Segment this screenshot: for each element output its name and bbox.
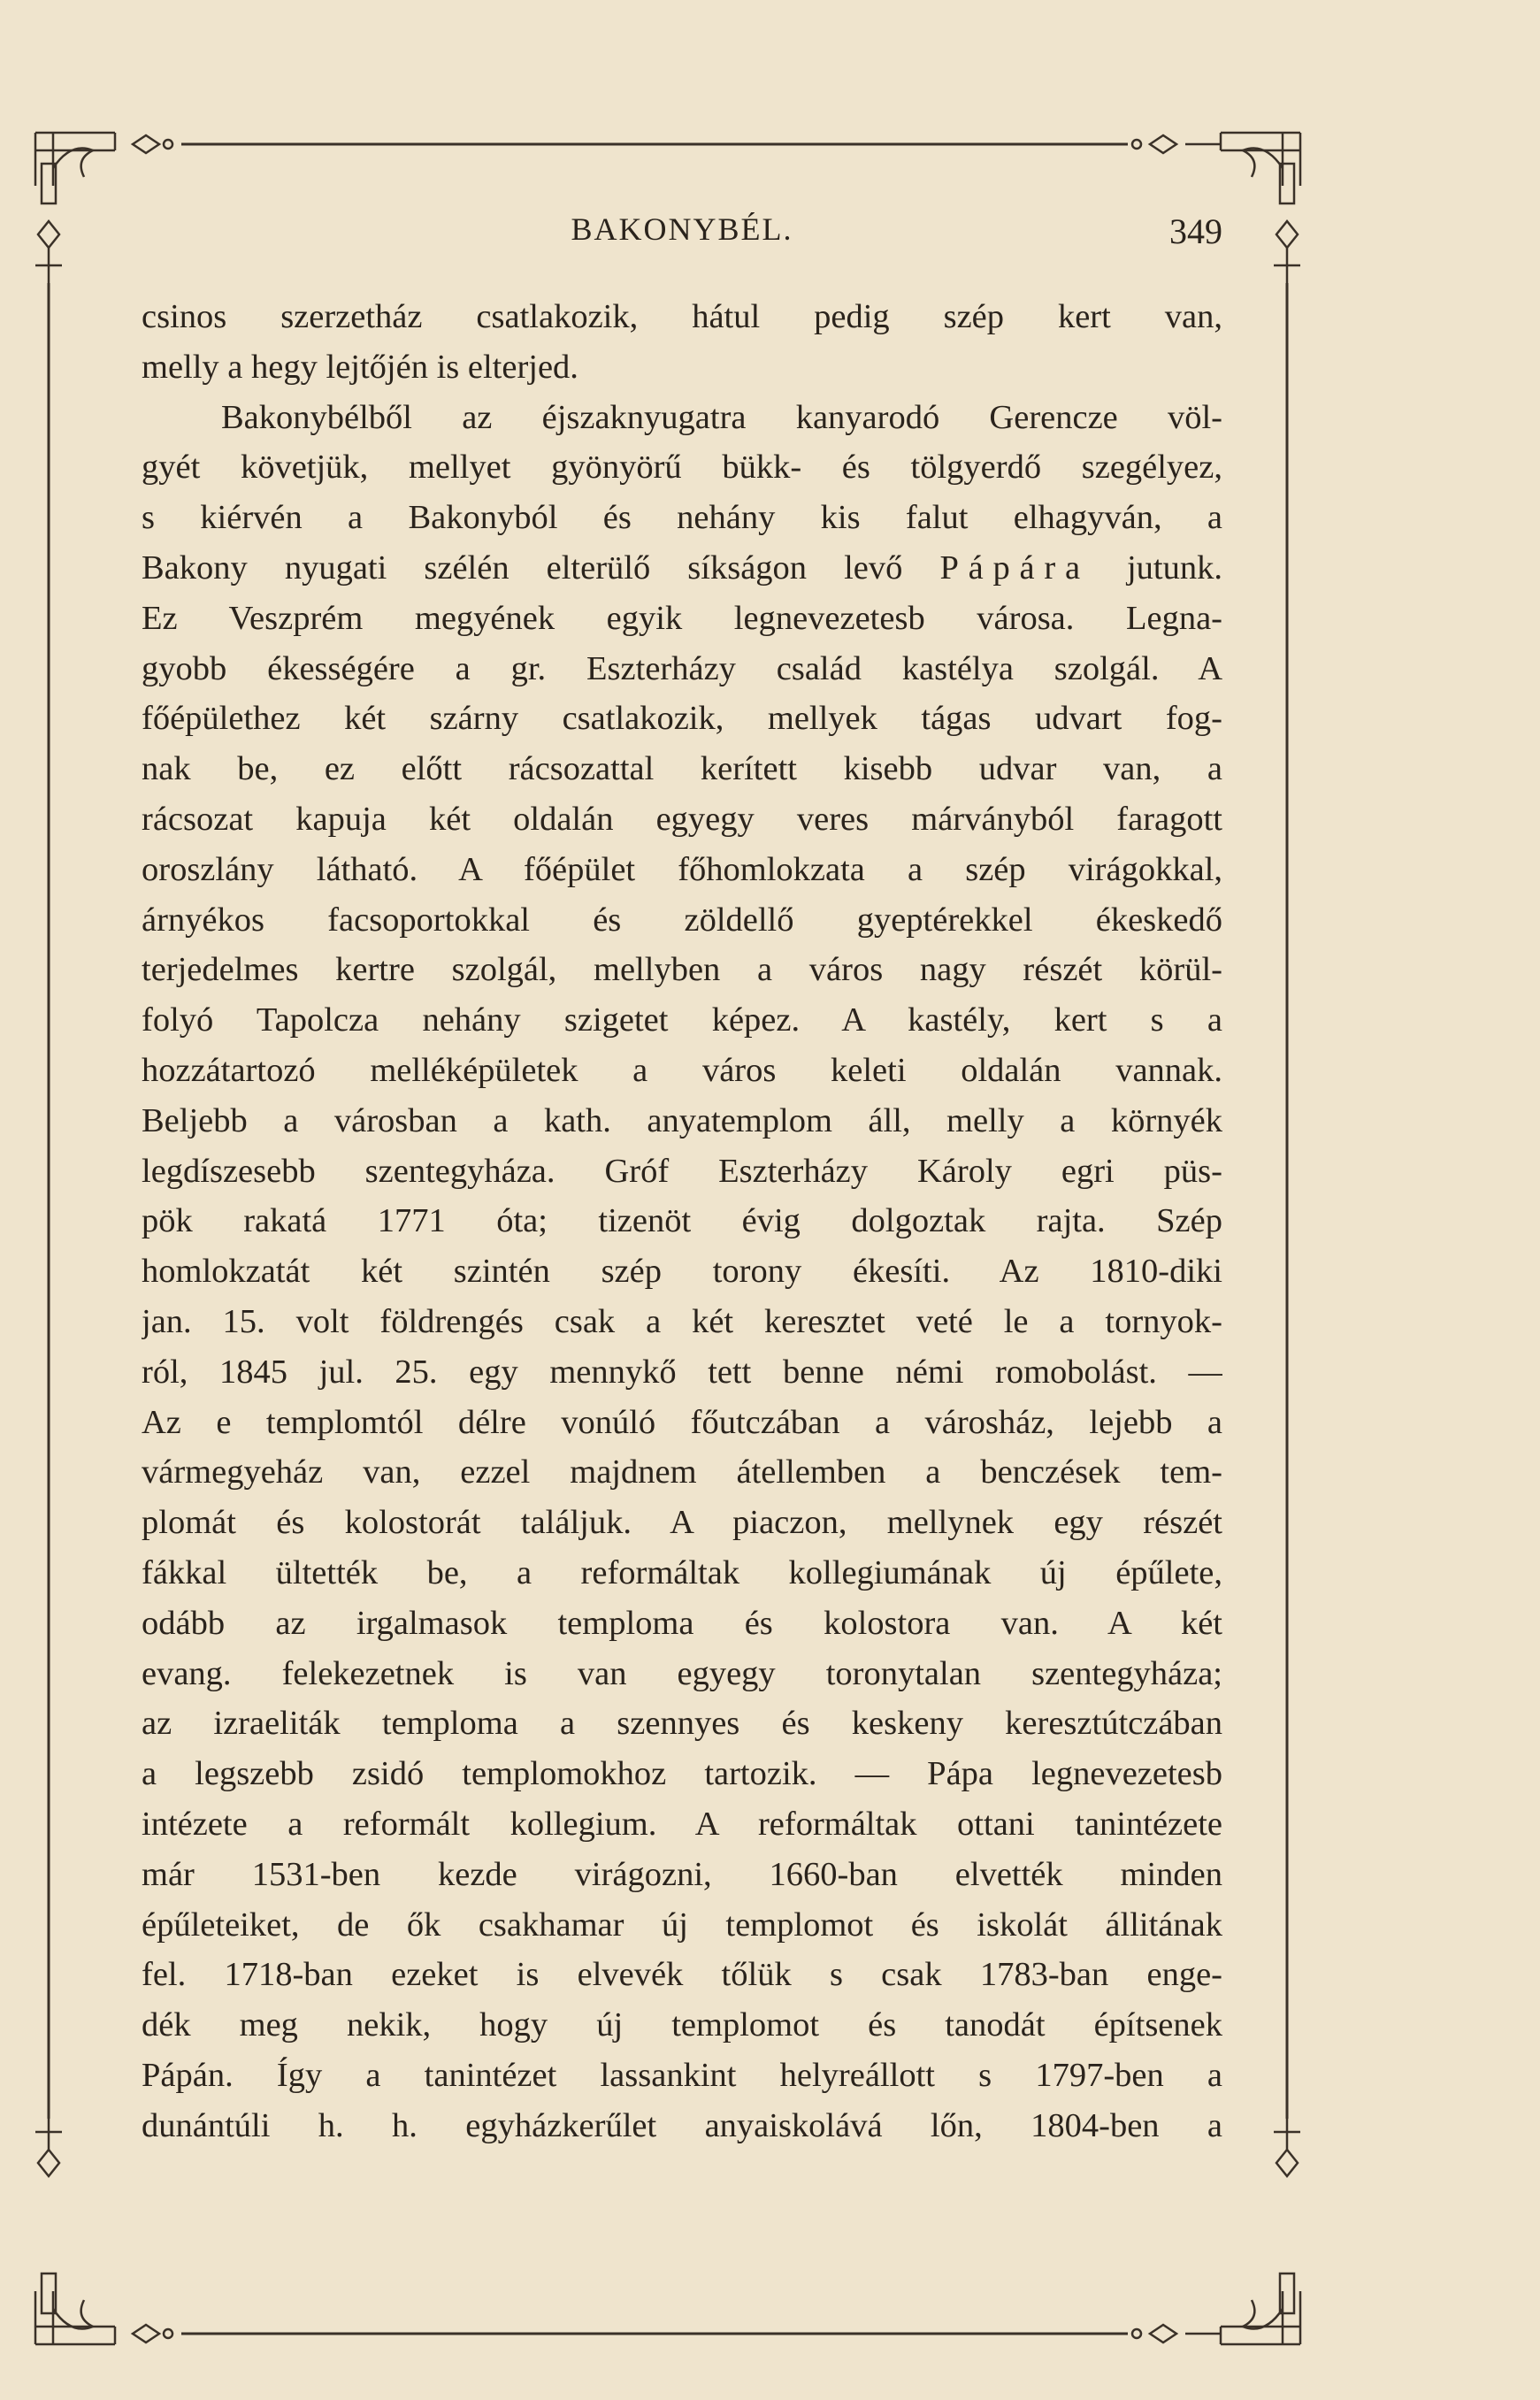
text-line: [142, 543, 1222, 594]
text-line: odább az irgalmasok temploma és kolostora van. A két: [142, 1604, 1222, 1642]
text-line: árnyékos facsoportokkal és zöldellő gyeptérekkel ékeskedő: [142, 901, 1222, 939]
text-line: s kiérvén a Bakonyból és nehány kis falut elhagyván, a: [142, 499, 1222, 537]
text-line: a legszebb zsidó templomokhoz tartozik. — Pápa legnevezetesb: [142, 1755, 1222, 1793]
text-line: terjedelmes kertre szolgál, mellyben a város nagy részét körül-: [142, 951, 1222, 989]
text-line: ról, 1845 jul. 25. egy mennykő tett benne némi romobolást. —: [142, 1353, 1222, 1391]
text-line: nak be, ez előtt rácsozattal kerített kisebb udvar van, a: [142, 750, 1222, 788]
text-line: épűleteiket, de ők csakhamar új templomot és iskolát állitának: [142, 1905, 1222, 1944]
page-number: 349: [1169, 211, 1222, 251]
running-head: [142, 211, 1222, 264]
text-line: Pápán. Így a tanintézet lassankint helyreállott s 1797-ben a: [142, 2056, 1222, 2094]
text-line: plomát és kolostorát találjuk. A piaczon, mellynek egy részét: [142, 1504, 1222, 1542]
text-line: fákkal ültették be, a reformáltak kollegiumának új épűlete,: [142, 1553, 1222, 1591]
text-line: legdíszesebb szentegyháza. Gróf Eszterházy Károly egri püs-: [142, 1152, 1222, 1190]
text-line: oroszlány látható. A főépület főhomlokzata a szép virágokkal,: [142, 850, 1222, 888]
text-line: az izraeliták temploma a szennyes és keskeny keresztútczában: [142, 1705, 1222, 1743]
text-line: Az e templomtól délre vonúló főutczában a városház, lejebb a: [142, 1403, 1222, 1441]
text-line: melly a hegy lejtőjén is elterjed.: [142, 348, 578, 386]
text-line: vármegyeház van, ezzel majdnem átellemben a benczések tem-: [142, 1453, 1222, 1491]
body-text: [142, 292, 1222, 2151]
text-line: dék meg nekik, hogy új templomot és tanodát építsenek: [142, 2006, 1222, 2044]
text-line: pök rakatá 1771 óta; tizenöt évig dolgoztak rajta. Szép: [142, 1202, 1222, 1240]
text-line: hozzátartozó melléképületek a város keleti oldalán vannak.: [142, 1051, 1222, 1089]
text-line: dunántúli h. h. egyházkerűlet anyaiskolává lőn, 1804-ben a: [142, 2106, 1222, 2144]
text-line: gyét követjük, mellyet gyönyörű bükk- és tölgyerdő szegélyez,: [142, 449, 1222, 487]
text-line: már 1531-ben kezde virágozni, 1660-ban elvették minden: [142, 1855, 1222, 1893]
text-line: evang. felekezetnek is van egyegy toronytalan szentegyháza;: [142, 1654, 1222, 1692]
text-line: Ez Veszprém megyének egyik legnevezetesb városa. Legna-: [142, 599, 1222, 637]
corner-ornament-bottom-left: [35, 2119, 172, 2344]
running-title: BAKONYBÉL.: [571, 211, 793, 247]
text-line: fel. 1718-ban ezeket is elvevék tőlük s csak 1783-ban enge-: [142, 1956, 1222, 1994]
text-line: gyobb ékességére a gr. Eszterházy család kastélya szolgál. A: [142, 649, 1222, 687]
text-line: rácsozat kapuja két oldalán egyegy veres márványból faragott: [142, 800, 1222, 838]
text-line: Bakonybélből az éjszaknyugatra kanyarodó Gerencze völ-: [221, 398, 1222, 436]
corner-ornament-bottom-right: [1132, 2119, 1300, 2344]
text-line-end: jutunk.: [1089, 548, 1222, 587]
text-line: folyó Tapolcza nehány szigetet képez. A kastély, kert s a: [142, 1001, 1222, 1039]
text-line: Beljebb a városban a kath. anyatemplom áll, melly a környék: [142, 1101, 1222, 1139]
text-line: jan. 15. volt földrengés csak a két keresztet veté le a tornyok-: [142, 1302, 1222, 1340]
text-line: homlokzatát két szintén szép torony ékesíti. Az 1810-diki: [142, 1253, 1222, 1291]
text-line: főépülethez két szárny csatlakozik, mellyek tágas udvart fog-: [142, 700, 1222, 738]
text-line-start: Bakony nyugati szélén elterülő síkságon levő: [142, 548, 940, 587]
spaced-place-name: Pápára: [939, 548, 1090, 587]
text-line: csinos szerzetház csatlakozik, hátul pedig szép kert van,: [142, 298, 1222, 335]
text-line: intézete a reformált kollegium. A reformáltak ottani tanintézete: [142, 1805, 1222, 1843]
